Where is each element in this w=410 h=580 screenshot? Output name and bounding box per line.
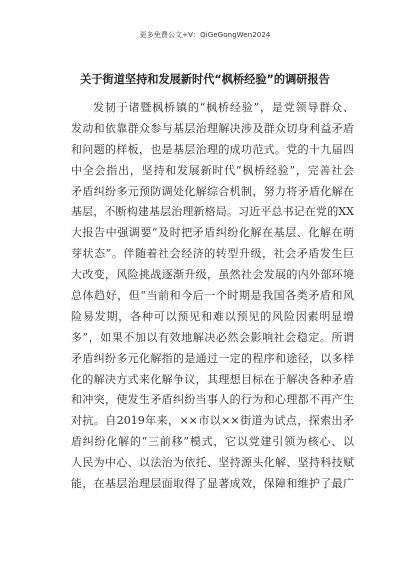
paragraph-line: 基层，不断构建基层治理新格局。习近平总书记在党的XX [71,205,354,219]
paragraph-line: 能，在基层治理层面取得了显著成效，保障和维护了最广 [71,477,354,491]
paragraph-line: 中全会指出，坚持和发展新时代“枫桥经验”，完善社会 [71,163,354,177]
paragraph-line: 和问题的样板，也是基层治理的成功范式。党的十九届四 [71,142,354,156]
header-note: 更多免费公文+V：QiGeGongWen2024 [139,31,271,39]
paragraph-line: 盾纠纷化解的“三前移”模式，它以党建引领为核心、以 [71,435,354,449]
paragraph-line: 险易发期，各种可以预见和难以预见的风险因素明显增 [71,309,354,323]
paragraph-line: 多”，如果不加以有效地解决必然会影响社会稳定。所谓 [71,330,354,344]
paragraph-line: 矛盾纠纷多元化解指的是通过一定的程序和途径，以多样 [71,351,354,365]
paragraph-line: 发韧于诸暨枫桥镇的“枫桥经验”，是党领导群众、 [93,101,354,114]
paragraph-line: 和冲突，使发生矛盾纠纷当事人的行为和心理都不再产生 [71,393,354,407]
paragraph-line: 大改变，风险挑战逐渐升级，虽然社会发展的内外部环境 [71,268,354,282]
paragraph-line: 人民为中心、以法治为依托、坚持源头化解、坚持科技赋 [71,456,354,470]
document-title: 关于街道坚持和发展新时代“枫桥经验”的调研报告 [80,73,330,86]
paragraph-line: 芽状态”。伴随着社会经济的转型升级，社会矛盾发生巨 [71,247,354,261]
paragraph-line: 对抗。自2019年来，××市以××街道为试点，探索出矛 [71,414,354,428]
paragraph-line: 发动和依靠群众参与基层治理解决涉及群众切身利益矛盾 [71,121,354,135]
paragraph-line: 总体趋好，但“当前和今后一个时期是我国各类矛盾和风 [71,289,354,303]
paragraph-line: 化的解决方式来化解争议，其理想目标在于解决各种矛盾 [71,372,354,386]
body-paragraph [71,98,354,495]
paragraph-line: 矛盾纠纷多元预防调处化解综合机制，努力将矛盾化解在 [71,184,354,198]
paragraph-line: 大报告中强调要“及时把矛盾纠纷化解在基层、化解在萌 [71,226,354,240]
